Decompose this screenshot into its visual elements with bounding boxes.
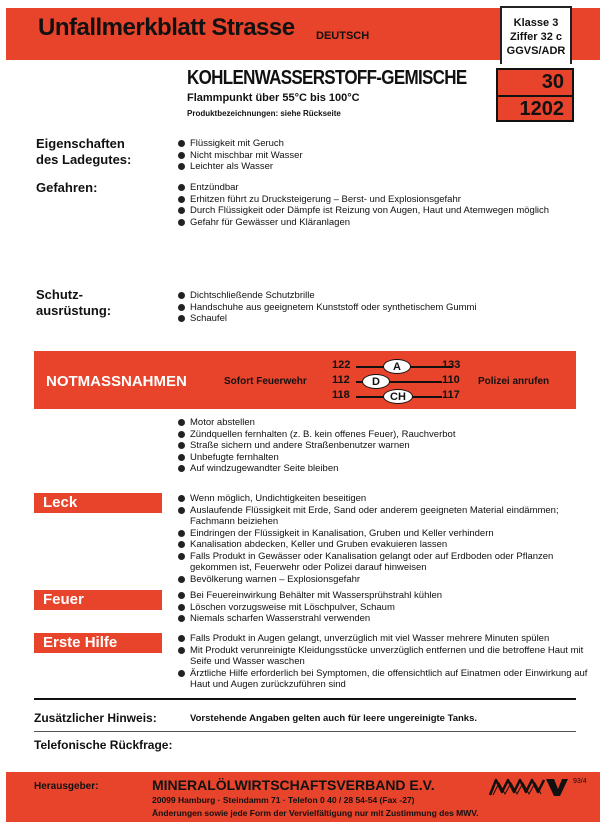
list-item: Auf windzugewandter Seite bleiben [178, 463, 578, 475]
list-item: Niemals scharfen Wasserstrahl verwenden [178, 613, 578, 625]
police-label: Polizei anrufen [478, 376, 550, 387]
list-item: Kanalisation abdecken, Keller und Gruben evakuieren lassen [178, 539, 588, 551]
product-name: KOHLENWASSERSTOFF-GEMISCHE [187, 67, 467, 89]
edition-label: 93/4 [573, 778, 587, 785]
properties-list [178, 138, 578, 173]
list-item: Auslaufende Flüssigkeit mit Erde, Sand oder anderem geeigneten Material eindämmen; Fachmann beiziehen [178, 505, 588, 528]
fire-number-a: 122 [332, 359, 351, 371]
country-badge-d: D [362, 374, 390, 389]
fire-list [178, 590, 578, 625]
hazard-plate [496, 68, 574, 122]
list-item: Eindringen der Flüssigkeit in Kanalisation, Gruben und Keller verhindern [178, 528, 588, 540]
leak-tag: Leck [34, 493, 162, 513]
additional-note-label: Zusätzlicher Hinweis: [34, 711, 157, 725]
flashpoint: Flammpunkt über 55°C bis 100°C [187, 92, 360, 104]
list-item: Bevölkerung warnen – Explosionsgefahr [178, 574, 588, 586]
list-item: Zündquellen fernhalten (z. B. kein offenes Feuer), Rauchverbot [178, 429, 578, 441]
police-number-a: 133 [442, 359, 461, 371]
list-item: Bei Feuereinwirkung Behälter mit Wassersprühstrahl kühlen [178, 590, 578, 602]
list-item: Erhitzen führt zu Drucksteigerung – Berst- und Explosionsgefahr [178, 194, 598, 206]
hazards-list [178, 182, 598, 228]
first-aid-tag: Erste Hilfe [34, 633, 162, 653]
list-item: Mit Produkt verunreinigte Kleidungsstücke unverzüglich entfernen und die betroffene Haut mit Seife und Wasser waschen [178, 645, 588, 668]
properties-label [36, 136, 131, 168]
fire-number-d: 112 [332, 374, 350, 386]
divider [34, 731, 576, 732]
police-number-d: 110 [442, 374, 460, 386]
language-label: DEUTSCH [316, 30, 370, 42]
class-line: GGVS/ADR [506, 45, 566, 57]
un-number: 1202 [519, 98, 564, 120]
fire-brigade-label: Sofort Feuerwehr [224, 376, 307, 387]
hazards-label: Gefahren: [36, 180, 98, 195]
mwv-logo-icon [488, 777, 568, 797]
divider [34, 698, 576, 700]
list-item: Flüssigkeit mit Geruch [178, 138, 578, 150]
publisher-address: 20099 Hamburg · Steindamm 71 · Telefon 0 40 / 28 54-54 (Fax -27) [152, 795, 415, 805]
publisher-notice: Änderungen sowie jede Form der Vervielfältigung nur mit Zustimmung des MWV. [152, 808, 479, 818]
fire-number-ch: 118 [332, 389, 350, 401]
document-title: Unfallmerkblatt Strasse [38, 14, 295, 41]
emergency-title: NOTMASSNAHMEN [46, 373, 187, 390]
label-line: des Ladegutes: [36, 152, 132, 167]
leak-list [178, 493, 588, 585]
list-item: Unbefugte fernhalten [178, 452, 578, 464]
class-line: Ziffer 32 c [510, 31, 562, 43]
list-item: Motor abstellen [178, 417, 578, 429]
protection-label [36, 287, 111, 319]
list-item: Schaufel [178, 313, 578, 325]
list-item: Dichtschließende Schutzbrille [178, 290, 578, 302]
list-item: Falls Produkt in Gewässer oder Kanalisation gelangt oder auf Erdboden oder Pflanzen gekommen ist, Feuerwehr oder Polizei darauf hinweisen [178, 551, 588, 574]
police-number-ch: 117 [442, 389, 460, 401]
list-item: Handschuhe aus geeignetem Kunststoff oder synthetischem Gummi [178, 302, 578, 314]
list-item: Leichter als Wasser [178, 161, 578, 173]
country-badge-a: A [383, 359, 411, 374]
class-line: Klasse 3 [513, 17, 559, 29]
list-item: Entzündbar [178, 182, 598, 194]
product-reference: Produktbezeichnungen: siehe Rückseite [187, 109, 341, 118]
fire-tag: Feuer [34, 590, 162, 610]
classification-box [500, 6, 572, 64]
emergency-list [178, 417, 578, 475]
protection-list [178, 290, 578, 325]
label-line: Schutz- [36, 287, 83, 302]
list-item: Straße sichern und andere Straßenbenutzer warnen [178, 440, 578, 452]
first-aid-list [178, 633, 588, 691]
list-item: Löschen vorzugsweise mit Löschpulver, Schaum [178, 602, 578, 614]
hazard-number: 30 [498, 70, 572, 97]
list-item: Falls Produkt in Augen gelangt, unverzüglich mit viel Wasser mehrere Minuten spülen [178, 633, 588, 645]
list-item: Gefahr für Gewässer und Kläranlagen [178, 217, 598, 229]
label-line: ausrüstung: [36, 303, 112, 318]
list-item: Ärztliche Hilfe erforderlich bei Symptomen, die offensichtlich auf Einatmen oder Einwirkung auf Haut und Augen zurückzuführen sind [178, 668, 588, 691]
list-item: Nicht mischbar mit Wasser [178, 150, 578, 162]
country-badge-ch: CH [383, 389, 413, 404]
publisher-label: Herausgeber: [34, 781, 99, 792]
label-line: Eigenschaften [36, 136, 125, 151]
additional-note-text: Vorstehende Angaben gelten auch für leere ungereinigte Tanks. [190, 713, 477, 724]
list-item: Wenn möglich, Undichtigkeiten beseitigen [178, 493, 588, 505]
phone-inquiry-label: Telefonische Rückfrage: [34, 738, 173, 752]
list-item: Durch Flüssigkeit oder Dämpfe ist Reizung von Augen, Haut und Atemwegen möglich [178, 205, 598, 217]
publisher-name: MINERALÖLWIRTSCHAFTSVERBAND E.V. [152, 777, 435, 793]
